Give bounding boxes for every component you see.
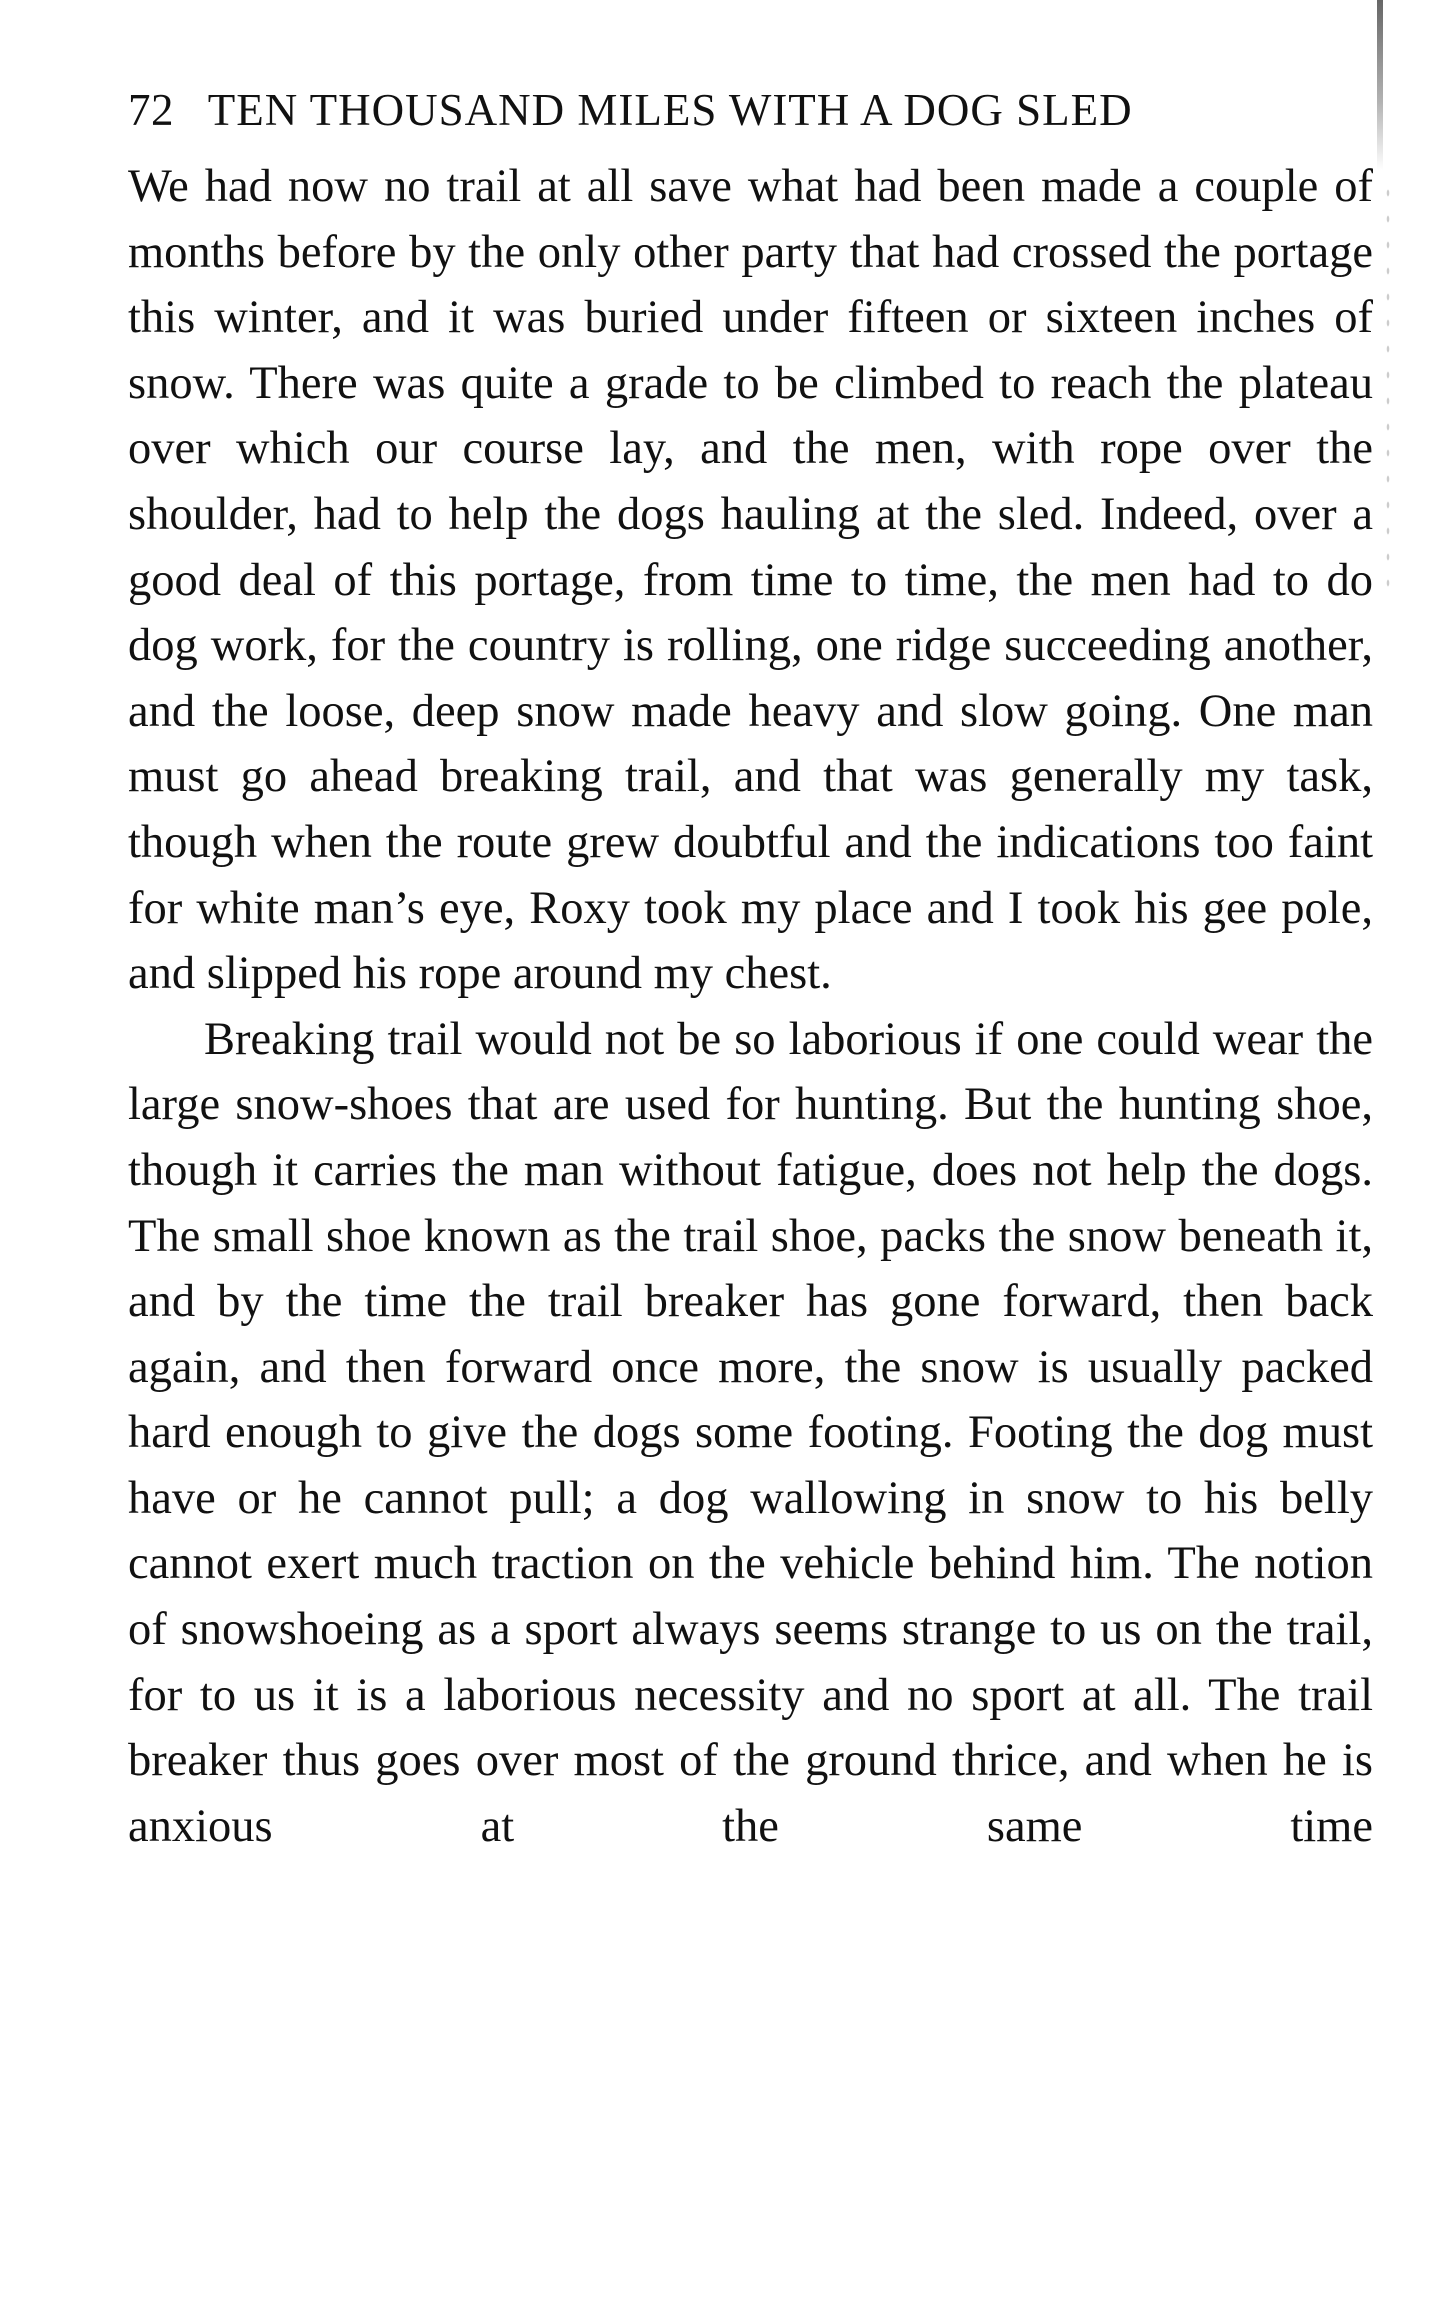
- page-edge-specks: [1383, 180, 1393, 600]
- paragraph-1: We had now no trail at all save what had been made a couple of months before by the only other party that had crossed the portage this winter, and it was buried under fifteen or sixteen inches of snow. There was quite a grade to be climbed to reach the plateau over which our course lay, and the men, with rope over the shoulder, had to help the dogs hauling at the sled. Indeed, over a good deal of this portage, from time to time, the men had to do dog work, for the country is rolling, one ridge succeeding another, and the loose, deep snow made heavy and slow going. One man must go ahead breaking trail, and that was generally my task, though when the route grew doubtful and the indications too faint for white man’s eye, Roxy took my place and I took his gee pole, and slipped his rope around my chest.: [128, 161, 1373, 1000]
- page-number: 72: [128, 85, 174, 135]
- page-edge-shadow: [1377, 0, 1383, 170]
- book-title: TEN THOUSAND MILES WITH A DOG SLED: [207, 85, 1133, 135]
- running-head: [128, 80, 1373, 140]
- paragraph-2: Breaking trail would not be so laborious if one could wear the large snow-shoes that are used for hunting. But the hunting shoe, though it carries the man without fatigue, does not help the dogs. The small shoe known as the trail shoe, packs the snow beneath it, and by the time the trail breaker has gone forward, then back again, and then forward once more, the snow is usually packed hard enough to give the dogs some footing. Footing the dog must have or he cannot pull; a dog wallowing in snow to his belly cannot exert much traction on the vehicle behind him. The notion of snowshoeing as a sport always seems strange to us on the trail, for to us it is a laborious necessity and no sport at all. The trail breaker thus goes over most of the ground thrice, and when he is anxious at the same time: [128, 1013, 1373, 1852]
- body-text: [128, 154, 1373, 1859]
- book-page: [128, 80, 1373, 1859]
